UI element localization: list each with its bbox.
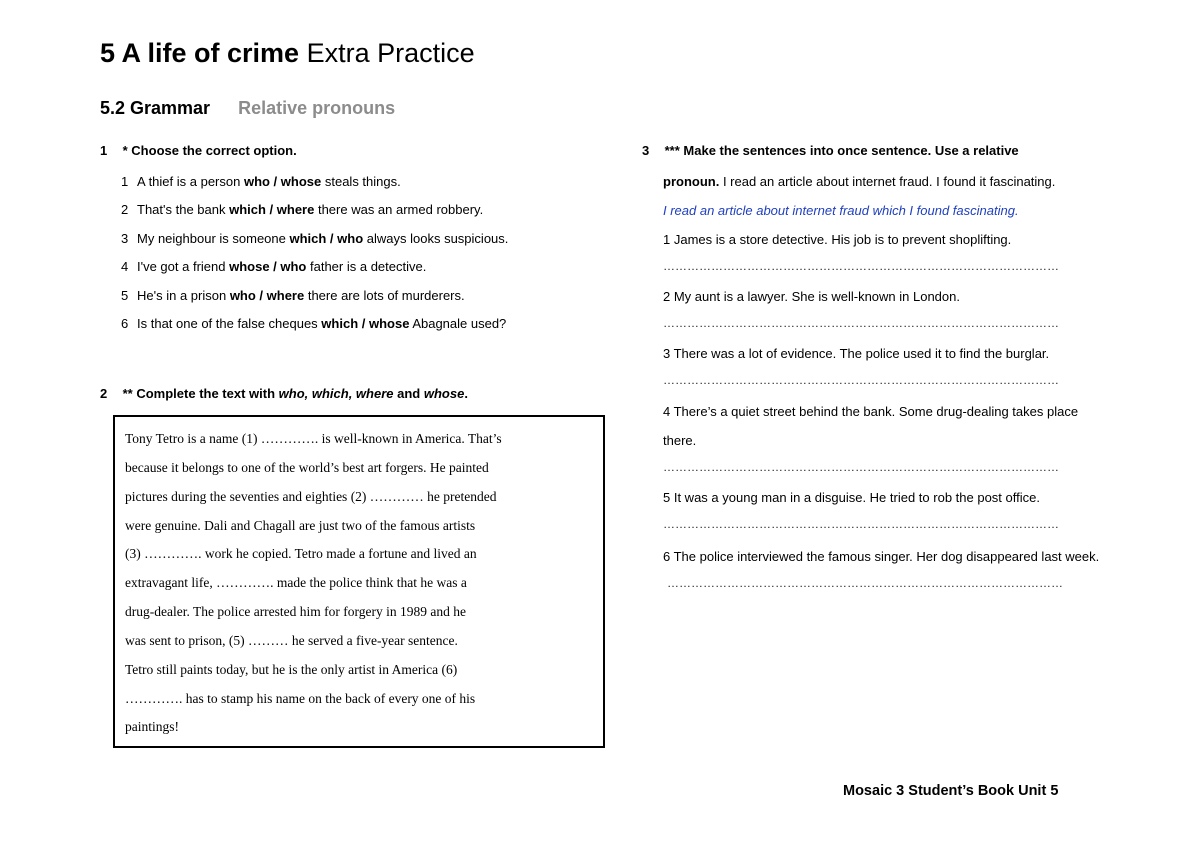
item-text-after: steals things. <box>321 174 401 189</box>
title-rest: Extra Practice <box>299 38 475 68</box>
item-number: 5 <box>121 288 129 303</box>
exercise-3-item: 4 There’s a quiet street behind the bank. Some drug-dealing takes place <box>663 404 1079 419</box>
reading-text-line: Tony Tetro is a name (1) …………. is well-known in America. That’s <box>125 431 502 446</box>
title-bold: 5 A life of crime <box>100 38 300 68</box>
exercise-1-instruction: * Choose the correct option. <box>122 143 297 158</box>
reading-text-box <box>113 415 605 748</box>
exercise-1-item <box>121 174 401 189</box>
exercise-1-item <box>121 202 483 217</box>
exercise-3-item: 2 My aunt is a lawyer. She is well-known in London. <box>663 289 960 304</box>
exercise-3-item: 1 James is a store detective. His job is to prevent shoplifting. <box>663 232 1012 247</box>
exercise-1-number: 1 <box>100 143 108 158</box>
reading-text-line: Tetro still paints today, but he is the only artist in America (6) <box>125 662 458 677</box>
item-options[interactable]: whose / who <box>229 259 307 274</box>
exercise-1-heading <box>100 143 297 158</box>
exercise-3-item: 6 The police interviewed the famous singer. Her dog disappeared last week. <box>663 549 1100 564</box>
item-text-before: I've got a friend <box>137 259 230 274</box>
item-options[interactable]: who / where <box>229 288 305 303</box>
answer-line[interactable]: ……………………………………………………………………………………… <box>663 460 1059 474</box>
exercise-1-item <box>121 316 506 331</box>
item-text-before: He's in a prison <box>137 288 230 303</box>
item-number: 6 <box>121 316 129 331</box>
reading-text-line: paintings! <box>125 719 179 734</box>
exercise-2-heading <box>100 386 468 401</box>
exercise-3-item: 5 It was a young man in a disguise. He tried to rob the post office. <box>663 490 1040 505</box>
exercise-2-instruction-pre: ** Complete the text with <box>122 386 279 401</box>
exercise-3-number: 3 <box>642 143 650 158</box>
item-options[interactable]: which / who <box>289 231 364 246</box>
exercise-3-pronoun-label: pronoun. <box>663 174 720 189</box>
exercise-3-instruction: *** Make the sentences into once sentence. Use a relative <box>664 143 1019 158</box>
exercise-1-item <box>121 259 426 274</box>
item-number: 4 <box>121 259 129 274</box>
exercise-2-word-whose: whose <box>423 386 465 401</box>
item-number: 2 <box>121 202 129 217</box>
answer-line[interactable]: ……………………………………………………………………………………… <box>663 373 1059 387</box>
section-topic: Relative pronouns <box>238 98 396 118</box>
footer-book-reference: Mosaic 3 Student’s Book Unit 5 <box>843 783 1059 799</box>
exercise-2-instruction-end: . <box>464 386 468 401</box>
exercise-2-number: 2 <box>100 386 108 401</box>
exercise-3-item: there. <box>663 433 697 448</box>
answer-line[interactable]: ……………………………………………………………………………………… <box>667 576 1063 590</box>
reading-text-line: …………. has to stamp his name on the back of every one of his <box>125 691 476 706</box>
item-text-after: there was an armed robbery. <box>314 202 484 217</box>
item-number: 1 <box>121 174 129 189</box>
item-text-after: father is a detective. <box>306 259 427 274</box>
section-number: 5.2 Grammar <box>100 98 211 118</box>
item-text-before: A thief is a person <box>137 174 244 189</box>
answer-line[interactable]: ……………………………………………………………………………………… <box>663 259 1059 273</box>
reading-text-line: extravagant life, …………. made the police think that he was a <box>125 575 467 590</box>
item-text-before: Is that one of the false cheques <box>137 316 322 331</box>
exercise-2-words: who, which, where <box>278 386 394 401</box>
reading-text-line: was sent to prison, (5) ……… he served a five-year sentence. <box>125 633 458 648</box>
reading-text-line: because it belongs to one of the world’s best art forgers. He painted <box>125 460 489 475</box>
page-title <box>100 38 475 69</box>
section-heading <box>100 98 395 119</box>
item-options[interactable]: which / whose <box>321 316 410 331</box>
item-text-after: Abagnale used? <box>409 316 507 331</box>
item-options[interactable]: which / where <box>229 202 315 217</box>
answer-line[interactable]: ……………………………………………………………………………………… <box>663 316 1059 330</box>
answer-line[interactable]: ……………………………………………………………………………………… <box>663 517 1059 531</box>
exercise-3-example-prompt: I read an article about internet fraud. I found it fascinating. <box>719 174 1056 189</box>
item-number: 3 <box>121 231 129 246</box>
exercise-3-heading <box>642 143 1019 158</box>
exercise-1-item <box>121 231 508 246</box>
exercise-3-instruction-line2 <box>663 174 1055 189</box>
reading-text-line: were genuine. Dali and Chagall are just two of the famous artists <box>125 518 476 533</box>
exercise-1-item <box>121 288 465 303</box>
item-text-after: always looks suspicious. <box>363 231 509 246</box>
exercise-3-example-answer: I read an article about internet fraud which I found fascinating. <box>663 203 1019 218</box>
reading-text-line: (3) …………. work he copied. Tetro made a fortune and lived an <box>125 546 477 561</box>
item-text-before: My neighbour is someone <box>137 231 290 246</box>
reading-text-line: drug-dealer. The police arrested him for forgery in 1989 and he <box>125 604 467 619</box>
item-text-after: there are lots of murderers. <box>304 288 465 303</box>
item-text-before: That's the bank <box>137 202 230 217</box>
exercise-3-item: 3 There was a lot of evidence. The police used it to find the burglar. <box>663 346 1050 361</box>
reading-text-line: pictures during the seventies and eighties (2) ………… he pretended <box>125 489 497 504</box>
exercise-2-instruction-mid: and <box>393 386 424 401</box>
item-options[interactable]: who / whose <box>243 174 322 189</box>
